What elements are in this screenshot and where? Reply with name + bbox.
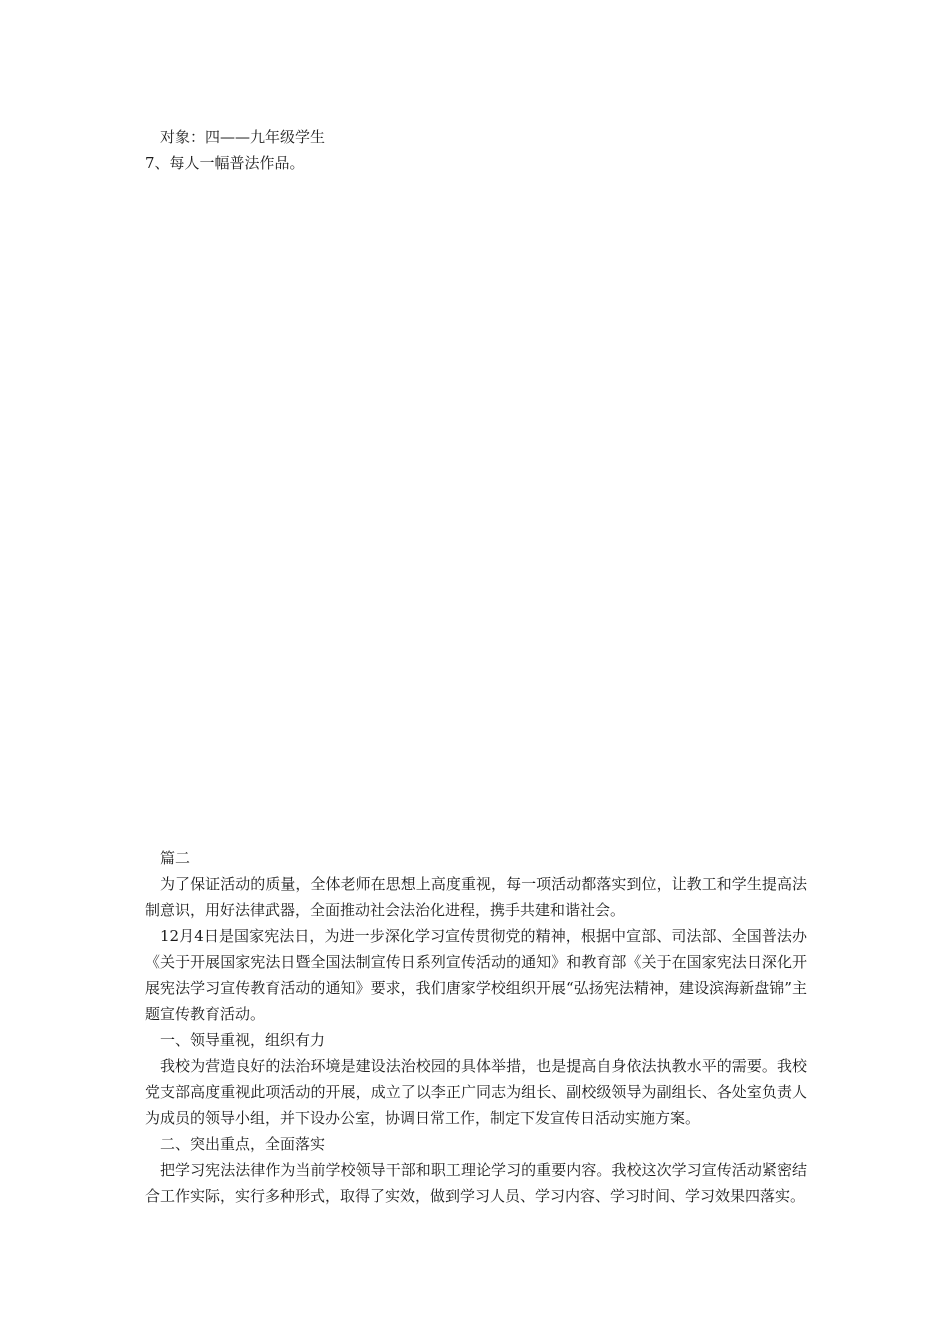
heading-leadership: 一、领导重视，组织有力 — [160, 1031, 326, 1049]
paragraph-focus: 把学习宪法法律作为当前学校领导干部和职工理论学习的重要内容。我校这次学习宣传活动紧密结合工作实际，实行多种形式，取得了实效，做到学习人员、学习内容、学习时间、学习效果四落实。 — [145, 1161, 807, 1205]
list-item-7: 7、每人一幅普法作品。 — [145, 154, 305, 172]
heading-focus: 二、突出重点，全面落实 — [160, 1135, 326, 1153]
paragraph-leadership: 我校为营造良好的法治环境是建设法治校园的具体举措，也是提高自身依法执教水平的需要。我校党支部高度重视此项活动的开展，成立了以李正广同志为组长、副校级领导为副组长、各处室负责人为成员的领导小组，并下设办公室，协调日常工作，制定下发宣传日活动实施方案。 — [145, 1057, 807, 1127]
paragraph-constitution-day: 12月4日是国家宪法日，为进一步深化学习宣传贯彻党的精神，根据中宣部、司法部、全国普法办《关于开展国家宪法日暨全国法制宣传日系列宣传活动的通知》和教育部《关于在国家宪法日深化开展宪法学习宣传教育活动的通知》要求，我们唐家学校组织开展“弘扬宪法精神，建设滨海新盘锦”主题宣传教育活动。 — [145, 927, 807, 1023]
target-audience-line: 对象：四——九年级学生 — [160, 128, 326, 146]
section-two — [145, 845, 807, 1209]
section-title: 篇二 — [160, 849, 191, 867]
top-text-block — [145, 124, 807, 176]
paragraph-quality: 为了保证活动的质量，全体老师在思想上高度重视，每一项活动都落实到位，让教工和学生提高法制意识，用好法律武器，全面推动社会法治化进程，携手共建和谐社会。 — [145, 875, 807, 919]
